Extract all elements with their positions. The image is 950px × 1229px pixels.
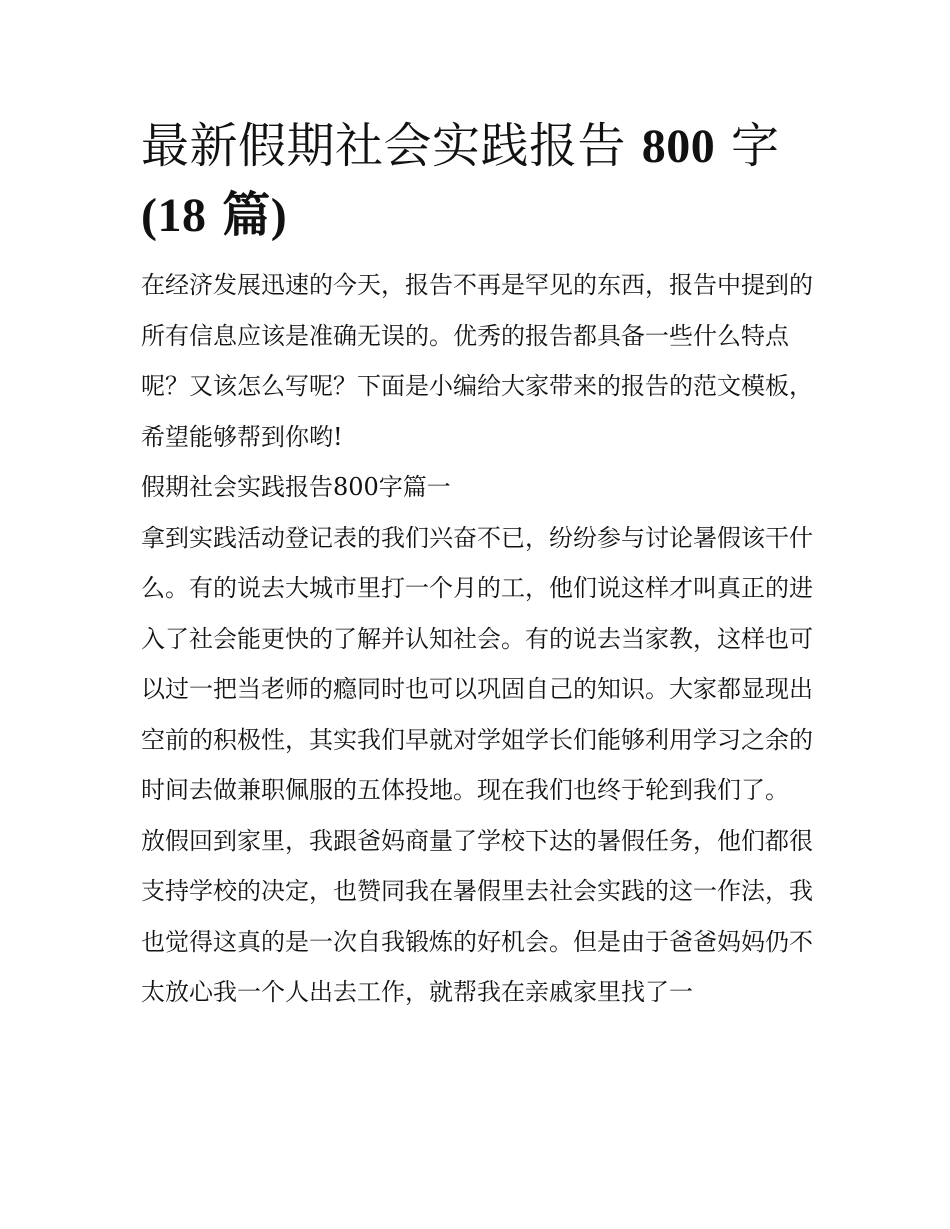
document-title — [141, 112, 813, 250]
body-paragraph-2: 放假回到家里，我跟爸妈商量了学校下达的暑假任务，他们都很支持学校的决定，也赞同我在暑假里去社会实践的这一作法，我也觉得这真的是一次自我锻炼的好机会。但是由于爸爸妈妈仍不太放心我一个人出去工作，就帮我在亲戚家里找了一 — [141, 826, 813, 1006]
document-body — [141, 112, 813, 1018]
title-number: 800 — [641, 120, 716, 173]
title-count: (18 — [141, 189, 207, 242]
title-count-word: 篇) — [222, 189, 288, 242]
intro-paragraph: 在经济发展迅速的今天，报告不再是罕见的东西，报告中提到的所有信息应该是准确无误的。优秀的报告都具备一些什么特点呢？又该怎么写呢？下面是小编给大家带来的报告的范文模板，希望能够帮到你哟! — [141, 271, 813, 451]
title-part1: 最新假期社会实践报告 — [141, 118, 627, 174]
section-heading: 假期社会实践报告800字篇一 — [141, 473, 451, 501]
title-part2: 字 — [731, 118, 780, 174]
body-paragraph-1: 拿到实践活动登记表的我们兴奋不已，纷纷参与讨论暑假该干什么。有的说去大城市里打一个月的工，他们说这样才叫真正的进入了社会能更快的了解并认知社会。有的说去当家教，这样也可以过一把当老师的瘾同时也可以巩固自己的知识。大家都显现出空前的积极性，其实我们早就对学姐学长们能够利用学习之余的时间去做兼职佩服的五体投地。现在我们也终于轮到我们了。 — [141, 523, 813, 804]
